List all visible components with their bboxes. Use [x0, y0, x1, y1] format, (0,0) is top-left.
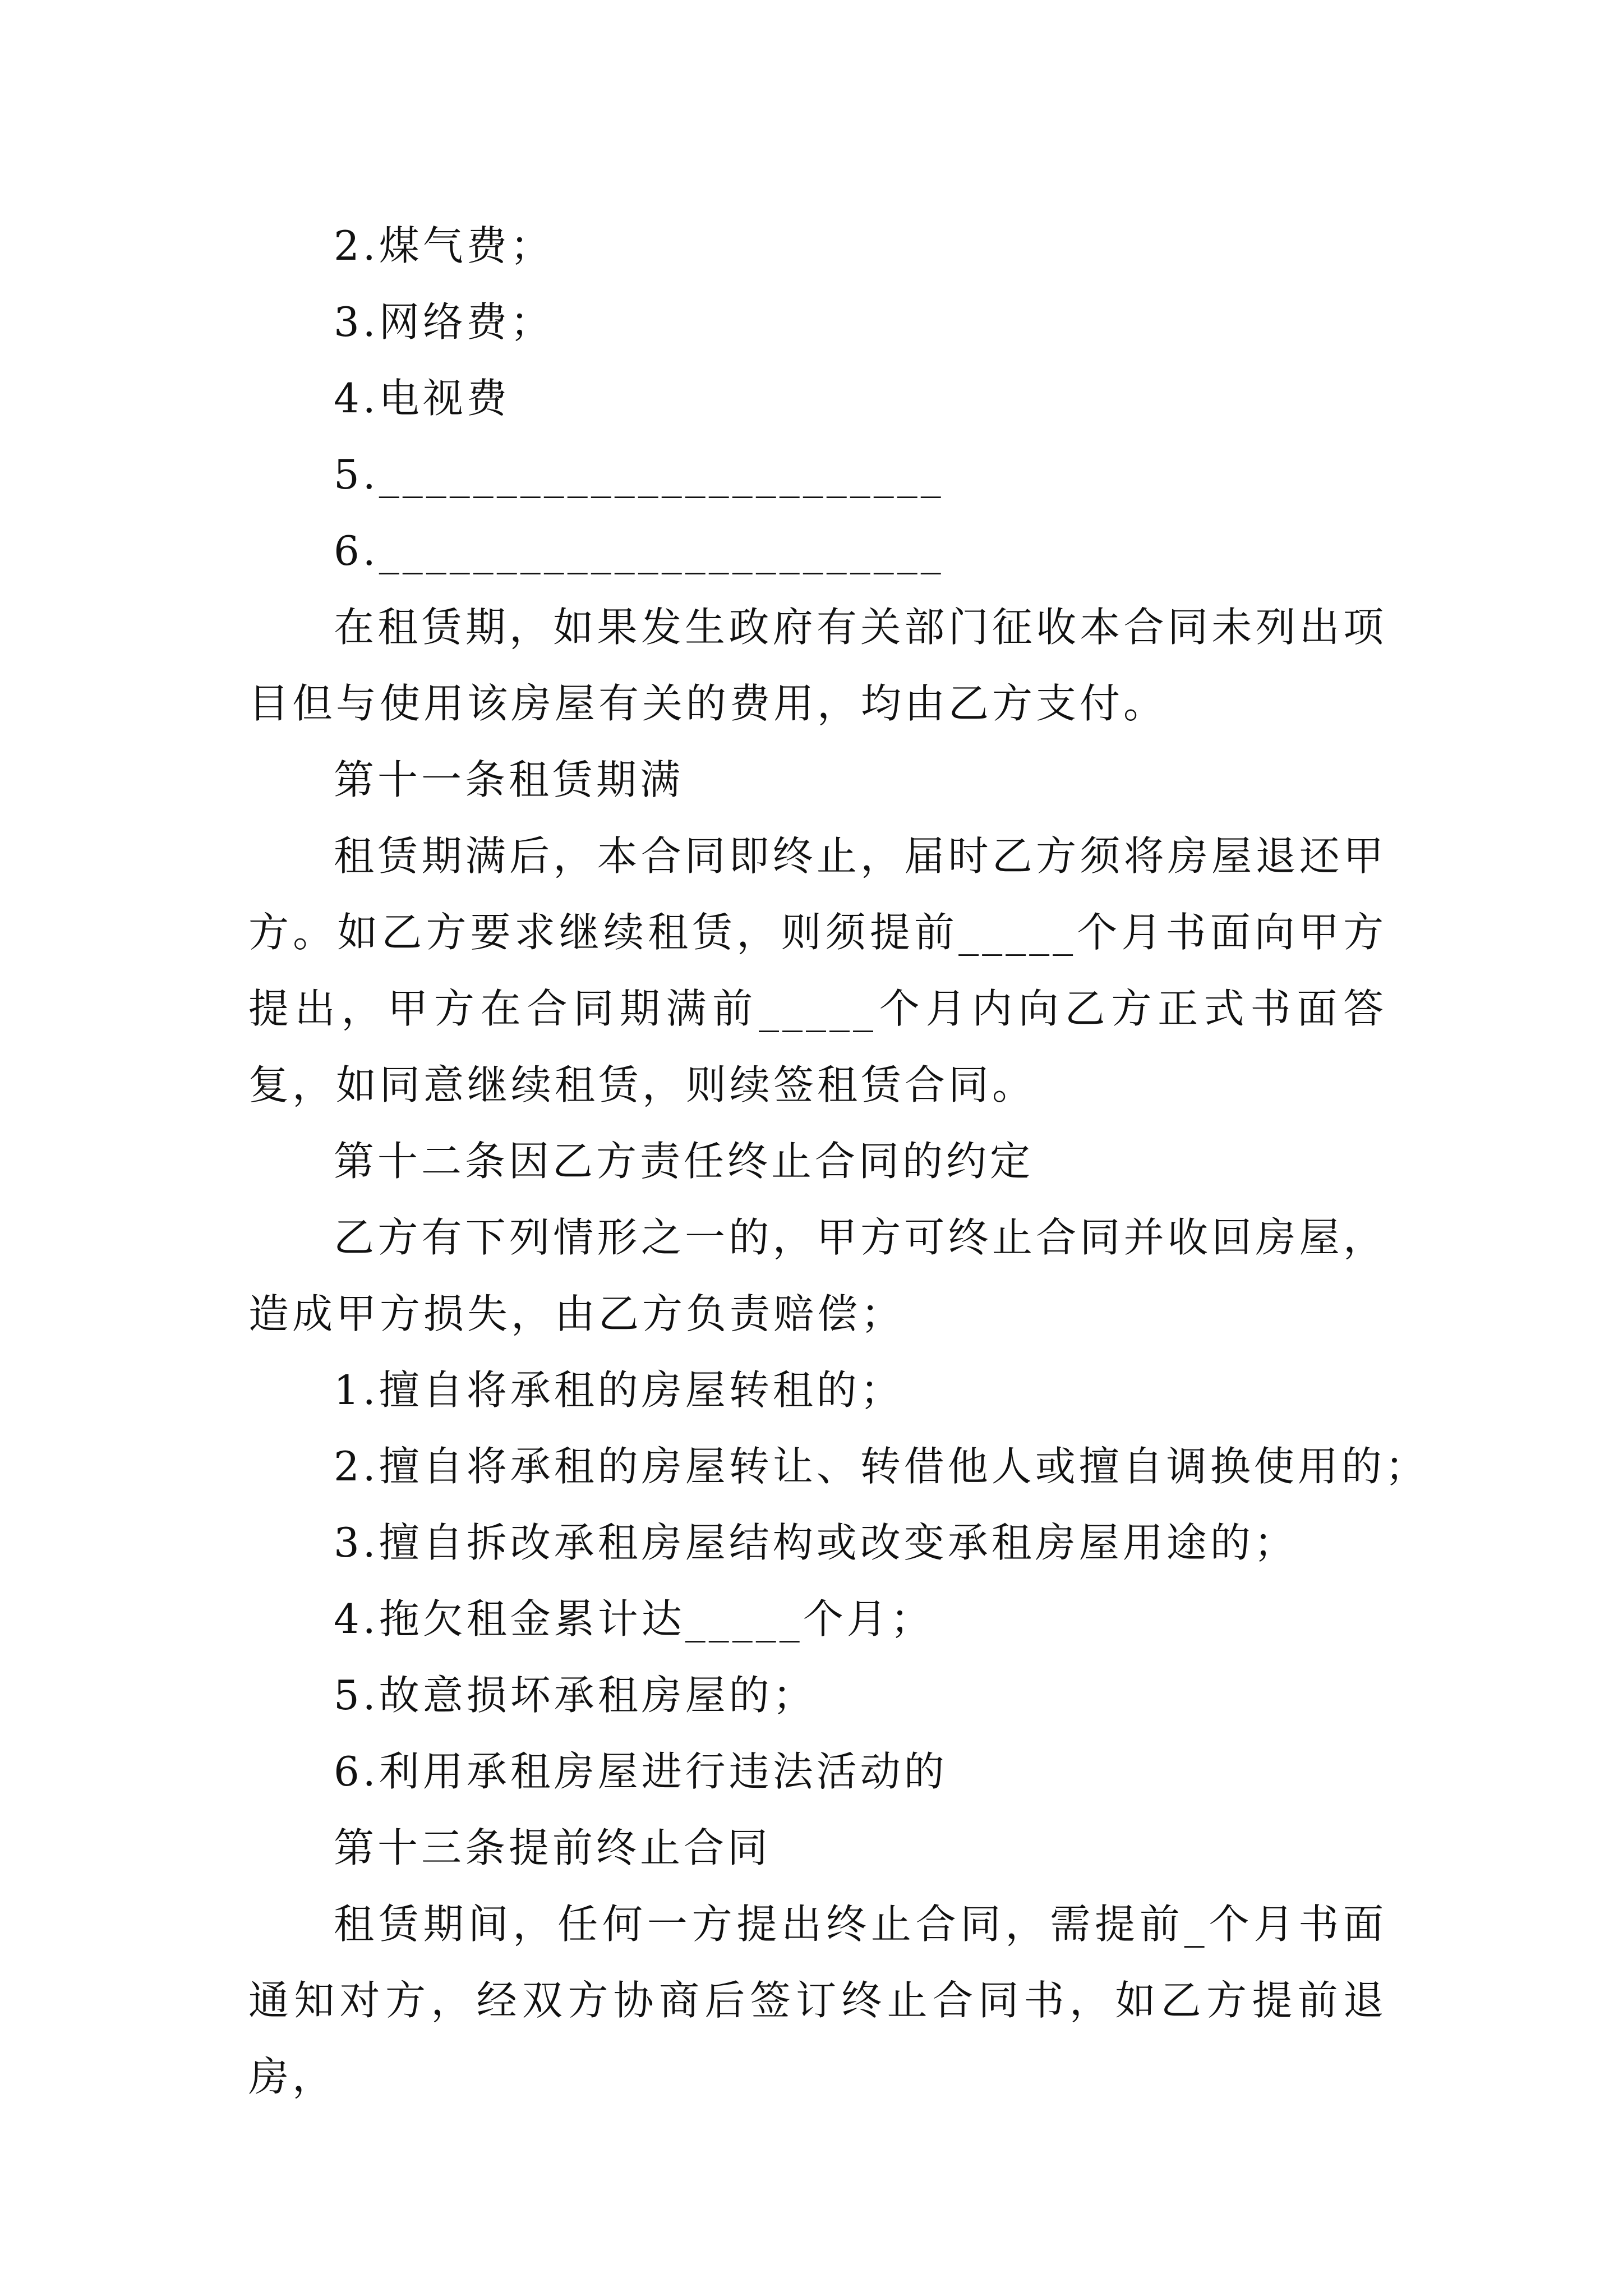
article-12-item-1: 1.擅自将承租的房屋转租的；: [334, 1366, 904, 1414]
article-12-item-2: 2.擅自将承租的房屋转让、转借他人或擅自调换使用的；: [334, 1443, 1429, 1490]
article-11-title: 第十一条租赁期满: [334, 756, 684, 803]
article-13-body: 租赁期间，任何一方提出终止合同，需提前_个月书面通知对方，经双方协商后签订终止合同书，如乙方提前退房，: [248, 1901, 1387, 2100]
article-12-item-6: 6.利用承租房屋进行违法活动的: [334, 1748, 948, 1795]
article-13-title: 第十三条提前终止合同: [334, 1824, 772, 1871]
list-item-tv-fee: 4.电视费: [334, 375, 510, 422]
article-12-title: 第十二条因乙方责任终止合同的约定: [334, 1138, 1034, 1185]
article-12-intro: 乙方有下列情形之一的，甲方可终止合同并收回房屋，造成甲方损失，由乙方负责赔偿；: [248, 1214, 1387, 1337]
article-12-item-5: 5.故意损坏承租房屋的；: [334, 1672, 817, 1719]
article-11-body: 租赁期满后，本合同即终止，届时乙方须将房屋退还甲方。如乙方要求继续租赁，则须提前_____个月书面向甲方提出，甲方在合同期满前_____个月内向乙方正式书面答复，如同意继续租赁，则续签租赁合同。: [248, 832, 1387, 1108]
list-item-gas-fee: 2.煤气费；: [334, 222, 554, 269]
list-item-internet-fee: 3.网络费；: [334, 298, 554, 346]
list-item-blank-5: 5.________________________: [334, 451, 944, 498]
list-item-blank-6: 6.________________________: [334, 527, 944, 574]
article-12-item-4: 4.拖欠租金累计达_____个月；: [334, 1595, 934, 1642]
paragraph-government-fees: 在租赁期，如果发生政府有关部门征收本合同未列出项目但与使用该房屋有关的费用，均由乙方支付。: [248, 604, 1387, 727]
document-body: [248, 208, 1429, 2115]
article-12-item-3: 3.擅自拆改承租房屋结构或改变承租房屋用途的；: [334, 1519, 1298, 1566]
